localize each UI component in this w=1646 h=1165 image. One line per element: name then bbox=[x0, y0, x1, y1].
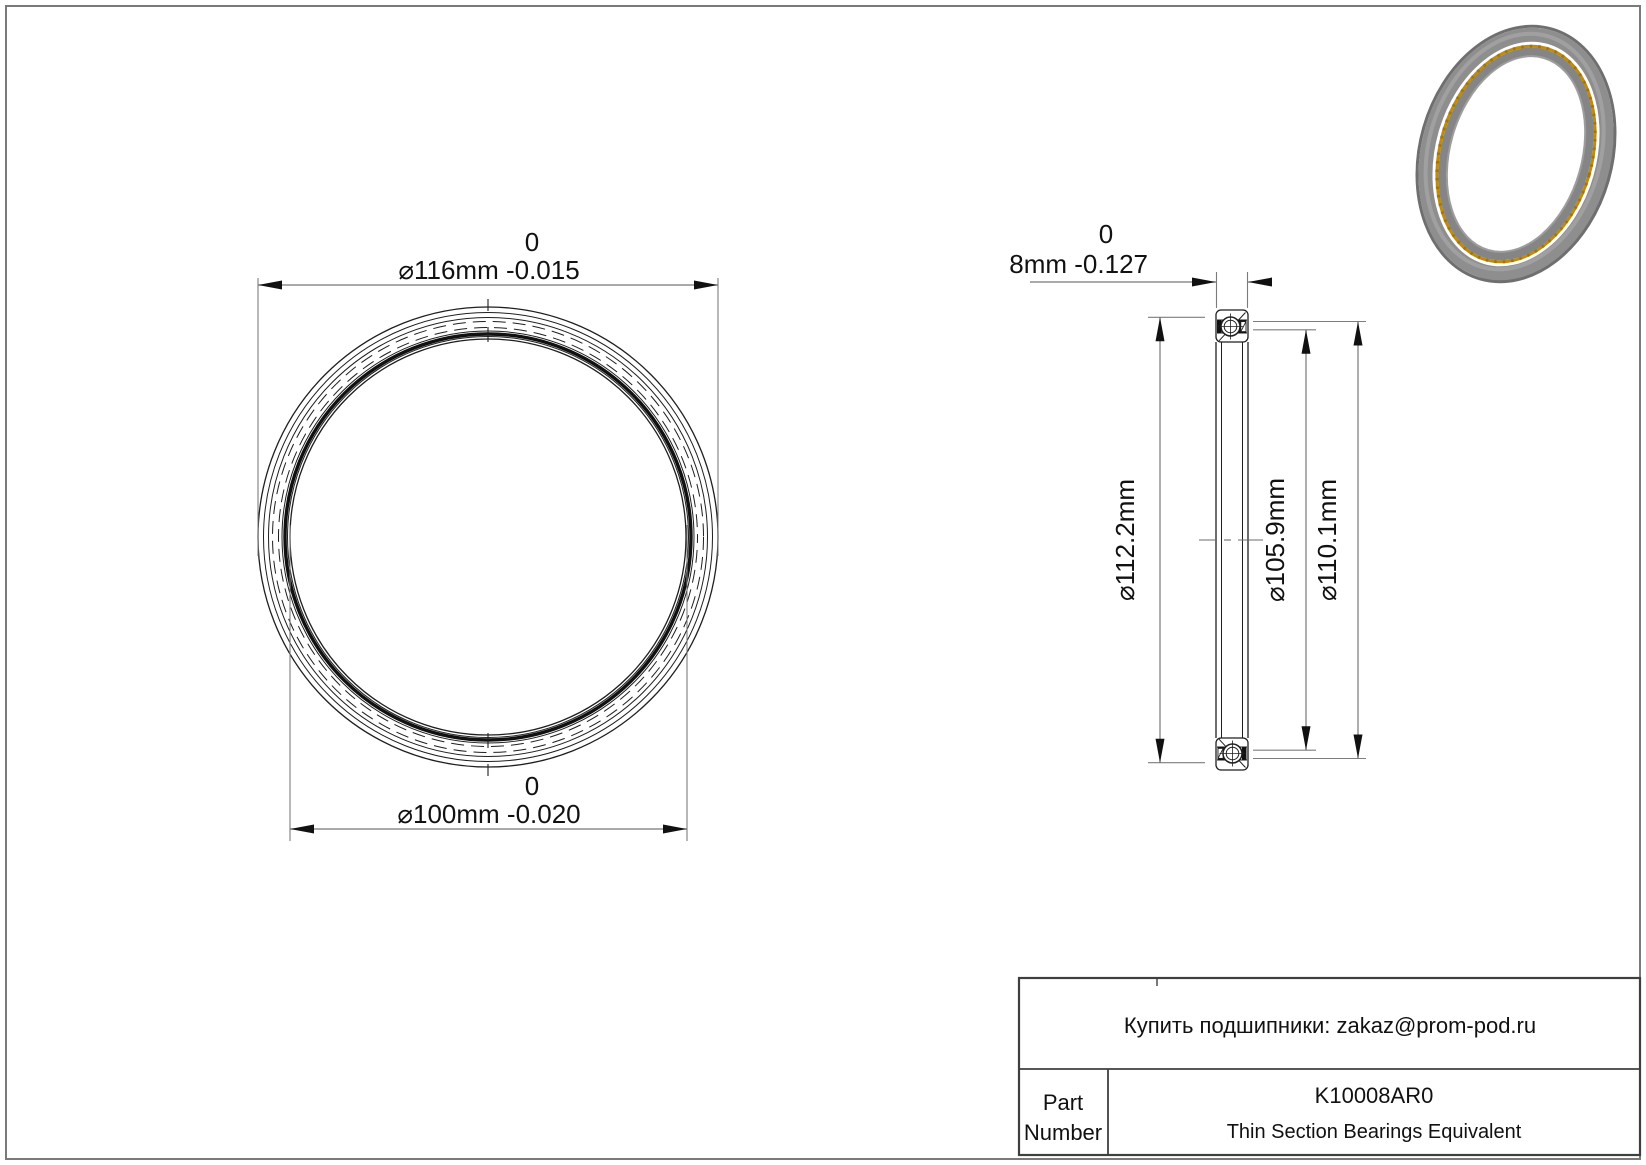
front-bore-dim-label: ⌀100mm -0.020 bbox=[397, 799, 581, 829]
bottom-section-block bbox=[1216, 738, 1248, 770]
mid-race-dim-label: ⌀110.1mm bbox=[1312, 478, 1342, 602]
part-number-value: K10008AR0 bbox=[1314, 1083, 1434, 1108]
inner-race-dim-label: ⌀105.9mm bbox=[1260, 477, 1290, 603]
front-outer-dim-label: ⌀116mm -0.015 bbox=[398, 255, 580, 285]
front-outer-dimension bbox=[258, 227, 718, 556]
outer-race-dim-label: ⌀112.2mm bbox=[1110, 478, 1140, 602]
cross-section-drawing bbox=[1009, 219, 1366, 770]
sheet-frame bbox=[6, 6, 1640, 1159]
section-width-dimension bbox=[1009, 219, 1272, 308]
bearing-rings bbox=[258, 307, 718, 767]
contact-text: Купить подшипники: zakaz@prom-pod.ru bbox=[1123, 1013, 1537, 1038]
title-block bbox=[1019, 978, 1640, 1155]
front-bore-dim-tolerance-zero: 0 bbox=[524, 771, 540, 801]
front-view-drawing bbox=[258, 227, 718, 841]
front-outer-dim-tolerance-zero: 0 bbox=[524, 227, 540, 257]
top-section-block bbox=[1216, 310, 1248, 342]
outer-race-dimension bbox=[1110, 317, 1205, 762]
isometric-bearing-image bbox=[1388, 3, 1644, 306]
section-width-dim-label: 8mm -0.127 bbox=[1009, 249, 1148, 279]
part-label-line2: Number bbox=[1023, 1120, 1103, 1145]
part-label-line1: Part bbox=[1042, 1090, 1084, 1115]
part-description: Thin Section Bearings Equivalent bbox=[1226, 1121, 1522, 1143]
inner-race-dimension bbox=[1253, 330, 1316, 750]
section-width-dim-tolerance-zero: 0 bbox=[1098, 219, 1114, 249]
